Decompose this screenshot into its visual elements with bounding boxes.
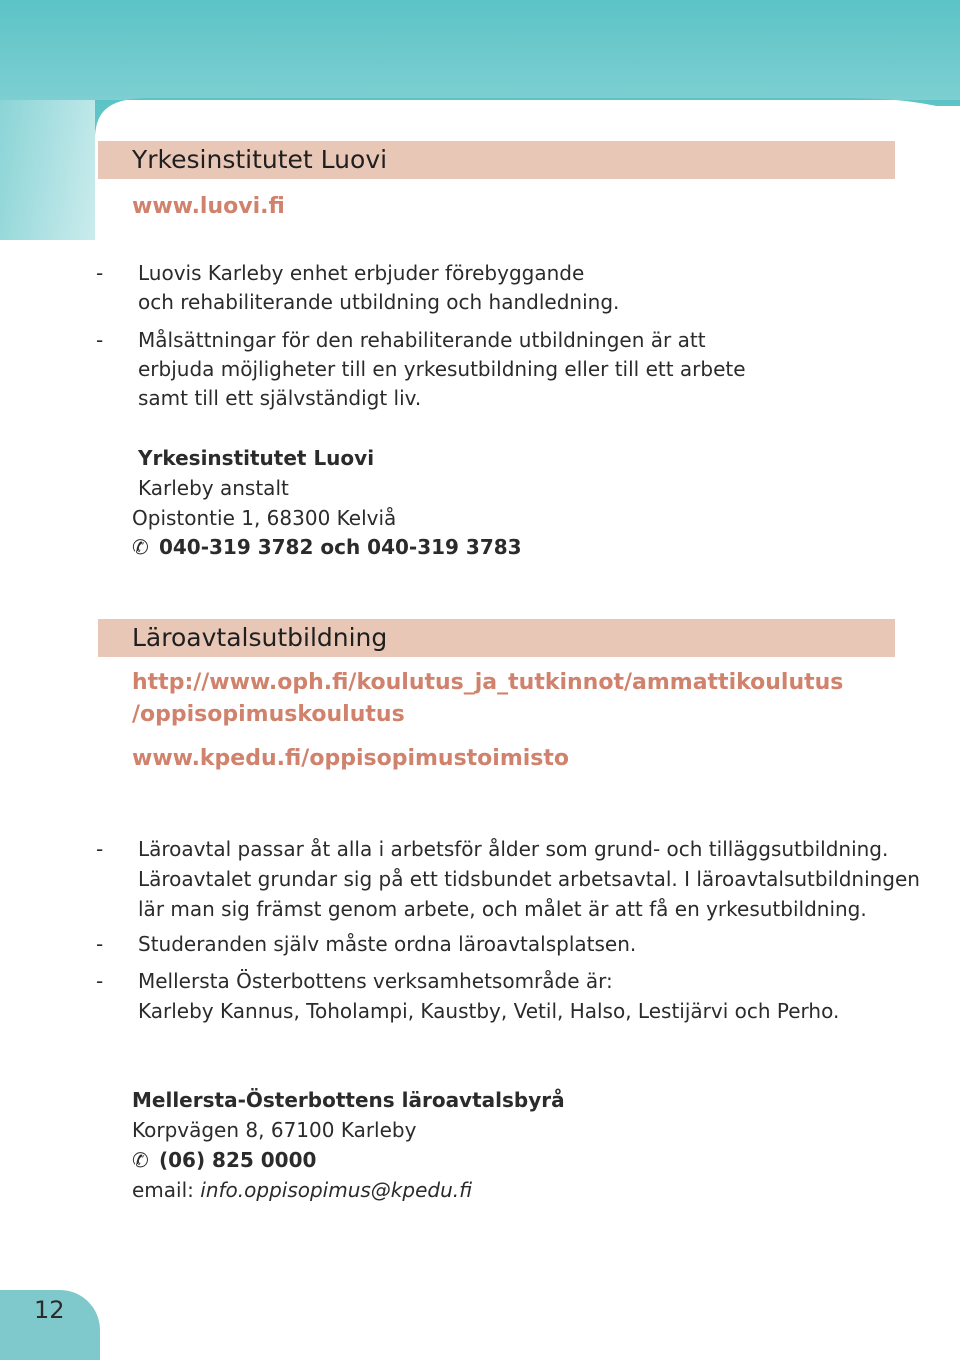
link-oph-line2[interactable]: /oppisopimuskoulutus: [132, 702, 405, 727]
list-item-line: Karleby Kannus, Toholampi, Kaustby, Vetil, Halso, Lestijärvi och Perho.: [138, 999, 840, 1023]
email-label: email:: [132, 1178, 194, 1202]
link-kpedu[interactable]: www.kpedu.fi/oppisopimustoimisto: [132, 746, 570, 771]
list-item-line: samt till ett självständigt liv.: [138, 386, 422, 410]
address-street: Opistontie 1, 68300 Kelviå: [132, 506, 397, 530]
list-item-line: lär man sig främst genom arbete, och målet är att få en yrkesutbildning.: [138, 897, 867, 921]
bullet-dash: -: [96, 969, 104, 993]
phone-icon: ✆: [132, 535, 149, 559]
list-item-line: Mellersta Österbottens verksamhetsområde är:: [138, 969, 613, 993]
address-street: Korpvägen 8, 67100 Karleby: [132, 1118, 417, 1142]
bullet-dash: -: [96, 932, 104, 956]
list-item-line: och rehabiliterande utbildning och handledning.: [138, 290, 620, 314]
address-name: Yrkesinstitutet Luovi: [138, 446, 375, 470]
bullet-dash: -: [96, 261, 104, 285]
list-item-line: Läroavtal passar åt alla i arbetsför ålder som grund- och tilläggsutbildning.: [138, 837, 889, 861]
list-item-line: Luovis Karleby enhet erbjuder förebyggande: [138, 261, 585, 285]
page-number: 12: [34, 1296, 65, 1324]
list-item-line: Studeranden själv måste ordna läroavtalsplatsen.: [138, 932, 637, 956]
link-luovi[interactable]: www.luovi.fi: [132, 194, 285, 219]
address-name: Mellersta-Österbottens läroavtalsbyrå: [132, 1088, 565, 1112]
list-item-line: erbjuda möjligheter till en yrkesutbildning eller till ett arbete: [138, 357, 746, 381]
section-title-luovi: Yrkesinstitutet Luovi: [132, 145, 388, 174]
email-link[interactable]: info.oppisopimus@kpedu.fi: [200, 1178, 473, 1202]
section-title-laroavtal: Läroavtalsutbildning: [132, 623, 388, 652]
phone-icon: ✆: [132, 1148, 149, 1172]
list-item-line: Läroavtalet grundar sig på ett tidsbundet arbetsavtal. I läroavtalsutbildningen: [138, 867, 920, 891]
phone-number: 040-319 3782 och 040-319 3783: [158, 535, 522, 559]
bullet-dash: -: [96, 837, 104, 861]
address-phone: [132, 1145, 316, 1175]
address-phone: [132, 532, 522, 562]
phone-number: (06) 825 0000: [158, 1148, 317, 1172]
address-email: [132, 1175, 472, 1205]
bullet-dash: -: [96, 328, 104, 352]
list-item-line: Målsättningar för den rehabiliterande utbildningen är att: [138, 328, 706, 352]
address-unit: Karleby anstalt: [138, 476, 289, 500]
link-oph-line1[interactable]: http://www.oph.fi/koulutus_ja_tutkinnot/ammattikoulutus: [132, 670, 844, 695]
